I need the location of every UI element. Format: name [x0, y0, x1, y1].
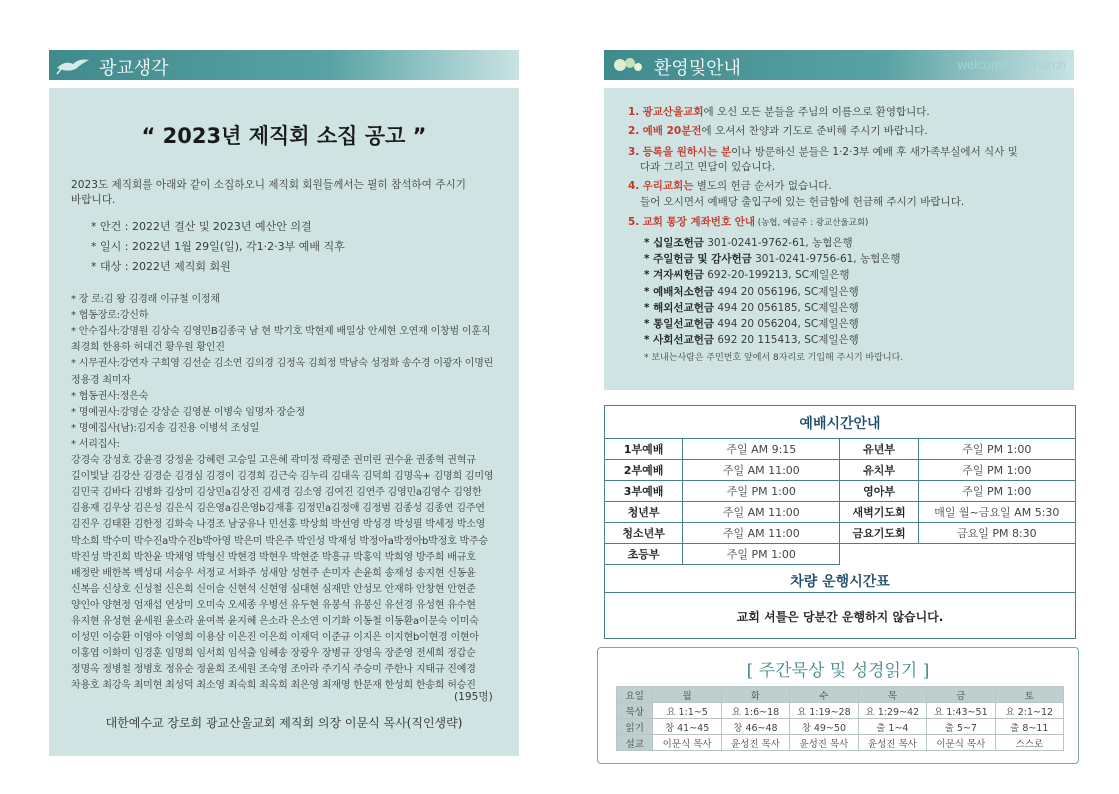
account-item [644, 251, 901, 266]
roster-line: * 서리집사: [71, 438, 120, 450]
worship-table [604, 438, 1076, 565]
flower-icon [610, 54, 646, 76]
worship-time: 금요일 PM 8:30 [918, 523, 1075, 544]
account-item [644, 235, 853, 250]
roster-line: * 시무권사:강연자 구희영 김선순 김소연 김의경 김정옥 김희정 박남숙 성정화 송수경 이광자 이명린 [71, 358, 494, 370]
bible-cell: 스스로 [995, 735, 1063, 751]
account-name: * 사회선교헌금 [644, 334, 715, 347]
roster-line: * 협동장로:강신하 [71, 310, 149, 322]
right-section-subtitle: welcome to church [957, 57, 1066, 72]
welcome-item [640, 159, 775, 174]
welcome-item-text: 에 오셔서 찬양과 기도로 준비해 주시기 바랍니다. [701, 125, 928, 137]
notice-panel [49, 88, 519, 756]
bible-cell: 요 1:43~51 [927, 703, 995, 719]
account-number: 494 20 056185, SC제일은행 [717, 301, 859, 314]
left-section-header [49, 50, 519, 80]
notice-agenda: * 안건 : 2022년 결산 및 2023년 예산안 의결 [91, 220, 312, 233]
worship-name: 청소년부 [605, 523, 683, 544]
bible-row [617, 719, 1064, 735]
bible-cell: 금 [927, 687, 995, 703]
worship-time: 주일 PM 1:00 [683, 544, 840, 565]
worship-row [605, 544, 1076, 565]
worship-empty-cell [840, 544, 1076, 565]
worship-schedule [604, 405, 1076, 639]
account-number: 692 20 115413, SC제일은행 [717, 334, 859, 347]
roster-line: 박소희 박수미 박수진a박수진b박아영 박은미 박은주 박인성 박재성 박정아a박정아b박정호 박주승 [71, 535, 488, 547]
account-name: * 겨자씨헌금 [644, 269, 704, 282]
account-number: 301-0241-9762-61, 농협은행 [707, 237, 853, 249]
bible-row-label: 읽기 [617, 719, 653, 735]
vehicle-panel [605, 592, 1075, 639]
roster-line: * 명예집사(남):김지송 김진용 이병석 조성일 [71, 422, 260, 434]
bible-cell: 출 8~11 [995, 719, 1063, 735]
welcome-item [628, 104, 930, 119]
welcome-item-number: 3. [628, 146, 640, 158]
worship-title: 예배시간안내 [799, 416, 881, 432]
welcome-item-text: 별도의 헌금 순서가 없습니다. [693, 180, 832, 192]
accounts-note: * 보내는사람은 주민번호 앞에서 8자리로 기입해 주시기 바랍니다. [644, 353, 904, 363]
worship-time: 주일 AM 11:00 [683, 460, 840, 481]
worship-time: 주일 PM 1:00 [918, 481, 1075, 502]
notice-title: “ 2023년 제직회 소집 공고 ” [141, 124, 427, 148]
bible-cell: 윤성진 목사 [790, 735, 858, 751]
roster-line: 김용재 김우상 김은성 김은식 김은영a김은영b김재홍 김정민a김정애 김정범 김종성 김종연 김주연 [71, 503, 485, 515]
account-name: * 주일헌금 및 감사헌금 [644, 253, 752, 266]
roster-line: 유지현 유성현 윤세원 윤소라 윤여복 윤지혜 은소라 은소연 이기화 이동철 이동환a이문숙 이미숙 [71, 616, 479, 627]
bible-header-row [617, 687, 1064, 703]
roster-line: 강경숙 강성호 강윤경 강정윤 강혜련 고승일 고은혜 곽미정 곽평준 권미린 권수윤 권종혁 권혁규 [71, 455, 476, 466]
welcome-item-emphasis: 광교산울교회 [642, 106, 704, 118]
bible-row-label: 묵상 [617, 703, 653, 719]
roster-line: 이홍엽 이화미 임경훈 임명희 임서희 임석출 임혜송 장광우 장병규 장영옥 장준영 전세희 정갑순 [71, 648, 476, 660]
member-count: (195명) [454, 691, 493, 703]
welcome-item-emphasis: 예배 20분전 [642, 125, 702, 137]
welcome-item-number: 2. [628, 125, 640, 137]
welcome-item-text: (농협, 예금주 : 광교산울교회) [755, 218, 869, 228]
account-number: 494 20 056204, SC제일은행 [717, 318, 859, 330]
worship-name: 새벽기도회 [840, 502, 918, 523]
account-name: * 십일조헌금 [644, 237, 704, 249]
worship-name: 3부예배 [605, 481, 683, 502]
right-section-title: 환영및안내 [654, 58, 741, 79]
worship-name: 1부예배 [605, 439, 683, 460]
welcome-item [628, 178, 832, 193]
worship-name: 유년부 [840, 439, 918, 460]
account-number: 301-0241-9756-61, 농협은행 [755, 253, 901, 266]
worship-row [605, 460, 1076, 481]
roster-line: 김진우 김태환 김한정 김화숙 나경조 남궁유나 민선홍 박상희 박선영 박성경 박성필 박세정 박소영 [71, 519, 486, 531]
account-item [644, 284, 859, 299]
worship-row [605, 523, 1076, 544]
bird-icon [55, 54, 91, 76]
bible-cell: 윤성진 목사 [721, 735, 789, 751]
account-name: * 해외선교헌금 [644, 301, 715, 314]
worship-name: 초등부 [605, 544, 683, 565]
notice-intro-line-1: 2023도 제직회를 아래와 같이 소집하오니 제직회 회원들께서는 필히 참석하여 주시기 [71, 179, 466, 191]
bible-cell: 출 1~4 [858, 719, 926, 735]
bible-cell: 창 46~48 [721, 719, 789, 735]
worship-row [605, 481, 1076, 502]
roster-line: 정용경 최미자 [71, 374, 131, 386]
account-number: 494 20 056196, SC제일은행 [717, 285, 859, 298]
notice-target: * 대상 : 2022년 제직회 회원 [91, 260, 231, 273]
roster-line: 차용호 최강욱 최미현 최성덕 최소영 최숙희 최옥희 최은영 최재영 한문재 한성희 한송희 허승진 [71, 680, 476, 692]
welcome-item [628, 123, 928, 138]
welcome-item-text: 들어 오시면서 예배당 출입구에 있는 헌금함에 헌금해 주시기 바랍니다. [640, 196, 965, 208]
roster-line: * 협동권사:정은숙 [71, 390, 149, 402]
left-section-title: 광교생각 [99, 58, 169, 79]
bible-row [617, 735, 1064, 751]
roster-line: 박진성 박진희 박찬윤 박채영 박형신 박현경 박현우 박현준 박흥규 박홍익 박희영 방주희 배규호 [71, 551, 476, 563]
roster-line: 배정란 배한복 백성대 서승우 서정교 서화주 성새암 성현주 손미자 손윤희 송재성 송지현 신동윤 [71, 567, 476, 579]
welcome-item-number: 4. [628, 180, 640, 192]
worship-row [605, 502, 1076, 523]
welcome-item-text: 이나 방문하신 분들은 1·2·3부 예배 후 새가족부실에서 식사 및 [731, 146, 1018, 158]
notice-date: * 일시 : 2022년 1월 29일(일), 각1·2·3부 예배 직후 [91, 240, 345, 253]
worship-name: 유치부 [840, 460, 918, 481]
account-item [644, 300, 859, 315]
worship-time: 주일 PM 1:00 [918, 460, 1075, 481]
bible-cell: 토 [995, 687, 1063, 703]
bible-cell: 수 [790, 687, 858, 703]
bible-reading-box [597, 647, 1079, 764]
welcome-item-emphasis: 우리교회는 [642, 180, 694, 192]
account-name: * 통일선교헌금 [644, 318, 715, 330]
bible-row-label: 설교 [617, 735, 653, 751]
bible-row-label: 요일 [617, 687, 653, 703]
worship-name: 청년부 [605, 502, 683, 523]
bible-cell: 창 41~45 [653, 719, 721, 735]
worship-time: 주일 PM 1:00 [683, 481, 840, 502]
welcome-item-number: 5. [628, 216, 640, 228]
notice-signature: 대한예수교 장로회 광교산울교회 제직회 의장 이문식 목사(직인생략) [105, 716, 463, 730]
welcome-item-text: 에 오신 모든 분들을 주님의 이름으로 환영합니다. [703, 106, 930, 118]
notice-intro-line-2: 바랍니다. [71, 194, 116, 206]
worship-row [605, 439, 1076, 460]
bible-cell: 창 49~50 [790, 719, 858, 735]
bible-cell: 요 1:19~28 [790, 703, 858, 719]
welcome-info-box [604, 88, 1074, 390]
roster-line: 이성민 이승환 이영아 이영희 이용삼 이은진 이은희 이재덕 이준규 이지은 이지현b이현경 이현아 [71, 632, 479, 644]
account-name: * 예배처소헌금 [644, 285, 715, 298]
bible-cell: 월 [653, 687, 721, 703]
bible-row [617, 703, 1064, 719]
bible-cell: 출 5~7 [927, 719, 995, 735]
bible-cell: 요 1:6~18 [721, 703, 789, 719]
account-item [644, 267, 850, 282]
bible-table [616, 686, 1064, 751]
roster-line: 신복음 신상호 신성철 신은희 신이슬 신현석 신현영 심대현 심재만 안성모 안재하 안창현 안현준 [71, 583, 476, 595]
account-item [644, 316, 859, 331]
roster-line: 양인아 양현정 엄재섭 연상미 오미숙 오세종 우병선 유두현 유봉석 유봉신 유선경 유성현 유수현 [71, 599, 476, 611]
worship-time: 주일 AM 9:15 [683, 439, 840, 460]
welcome-item [640, 194, 964, 209]
bible-cell: 화 [721, 687, 789, 703]
worship-time: 주일 PM 1:00 [918, 439, 1075, 460]
welcome-item [628, 214, 868, 229]
roster-line: 정명옥 정병철 정병호 정유순 정윤희 조세원 조숙영 조아라 주기식 주승미 주한나 지태규 진예경 [71, 664, 476, 676]
welcome-item-number: 1. [628, 106, 640, 118]
worship-name: 2부예배 [605, 460, 683, 481]
roster-line: * 장 로:김 왕 김경래 이규철 이정채 [71, 294, 220, 305]
worship-name: 영아부 [840, 481, 918, 502]
roster-line: * 안수집사:강명원 김상숙 김영민B김종국 남 현 박기호 박현제 배일상 안세현 오연재 이창범 이훈직 [71, 326, 491, 338]
roster-line: * 명예권사:강명순 강상순 김영분 이병숙 임명자 장순정 [71, 406, 305, 418]
welcome-item-emphasis: 등록을 원하시는 분 [642, 146, 732, 158]
bible-cell: 요 1:1~5 [653, 703, 721, 719]
worship-time: 주일 AM 11:00 [683, 523, 840, 544]
vehicle-notice: 교회 셔틀은 당분간 운행하지 않습니다. [736, 610, 944, 624]
vehicle-title: 차량 운행시간표 [790, 574, 890, 590]
bible-cell: 목 [858, 687, 926, 703]
worship-name: 금요기도회 [840, 523, 918, 544]
bible-cell: 요 1:29~42 [858, 703, 926, 719]
account-number: 692-20-199213, SC제일은행 [707, 269, 850, 282]
bible-cell: 이문식 목사 [653, 735, 721, 751]
bible-cell: 요 2:1~12 [995, 703, 1063, 719]
account-item [644, 332, 859, 347]
worship-time: 매일 월~금요일 AM 5:30 [918, 502, 1075, 523]
roster-line: 최경희 한용하 허대건 황우원 황인진 [71, 342, 225, 354]
welcome-item-emphasis: 교회 통장 계좌번호 안내 [642, 216, 756, 228]
bible-title: [ 주간묵상 및 성경읽기 ] [746, 661, 930, 681]
roster-line: 길이빛날 김강산 김경순 김경심 김경이 김경희 김근숙 김누리 김대옥 김덕희 김명옥+ 김명희 김미영 [71, 471, 494, 483]
bible-cell: 윤성진 목사 [858, 735, 926, 751]
worship-time: 주일 AM 11:00 [683, 502, 840, 523]
roster-line: 김민국 김바다 김병화 김상미 김상민a김상진 김세경 김소영 김여진 김연주 김영민a김영수 김영한 [71, 487, 482, 499]
welcome-item-text: 다과 그리고 면담이 있습니다. [640, 161, 776, 173]
welcome-item [628, 144, 1018, 159]
bible-cell: 이문식 목사 [927, 735, 995, 751]
right-section-header [604, 50, 1074, 80]
